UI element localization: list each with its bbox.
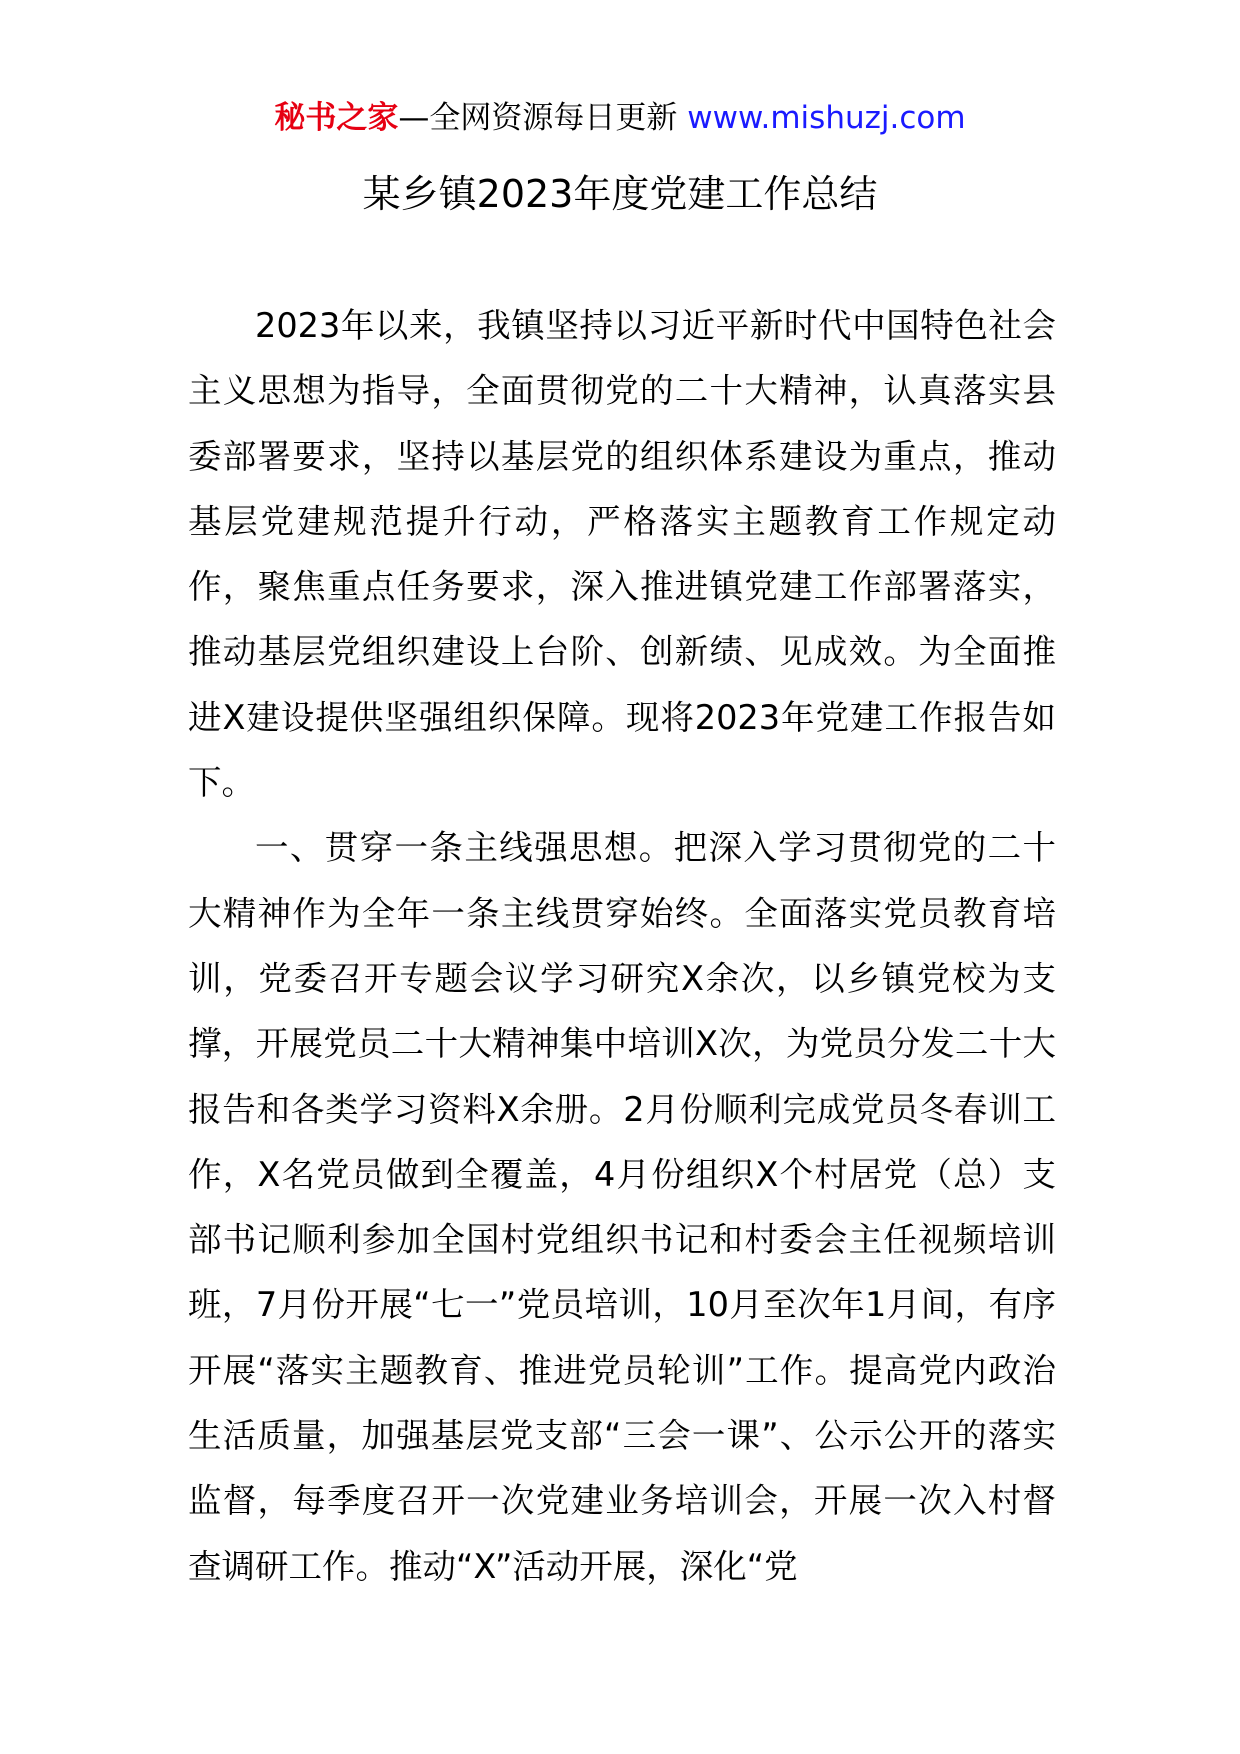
- site-tagline: —全网资源每日更新: [398, 100, 678, 136]
- section-one-paragraph: 一、贯穿一条主线强思想。把深入学习贯彻党的二十大精神作为全年一条主线贯穿始终。全面落实党员教育培训，党委召开专题会议学习研究X余次，以乡镇党校为支撑，开展党员二十大精神集中培训X次，为党员分发二十大报告和各类学习资料X余册。2月份顺利完成党员冬春训工作，X名党员做到全覆盖，4月份组织X个村居党（总）支部书记顺利参加全国村党组织书记和村委会主任视频培训班，7月份开展“七一”党员培训，10月至次年1月间，有序开展“落实主题教育、推进党员轮训”工作。提高党内政治生活质量，加强基层党支部“三会一课”、公示公开的落实监督，每季度召开一次党建业务培训会，开展一次入村督查调研工作。推动“X”活动开展，深化“党: [188, 828, 1056, 1586]
- site-brand: 秘书之家: [274, 100, 399, 136]
- document-body: [188, 293, 1056, 1599]
- site-banner: [0, 96, 1240, 140]
- intro-paragraph: 2023年以来，我镇坚持以习近平新时代中国特色社会主义思想为指导，全面贯彻党的二十大精神，认真落实县委部署要求，坚持以基层党的组织体系建设为重点，推动基层党建规范提升行动，严格落实主题教育工作规定动作，聚焦重点任务要求，深入推进镇党建工作部署落实，推动基层党组织建设上台阶、创新绩、见成效。为全面推进X建设提供坚强组织保障。现将2023年党建工作报告如下。: [188, 306, 1056, 803]
- site-url-link[interactable]: www.mishuzj.com: [687, 100, 966, 136]
- document-title: 某乡镇2023年度党建工作总结: [362, 172, 878, 216]
